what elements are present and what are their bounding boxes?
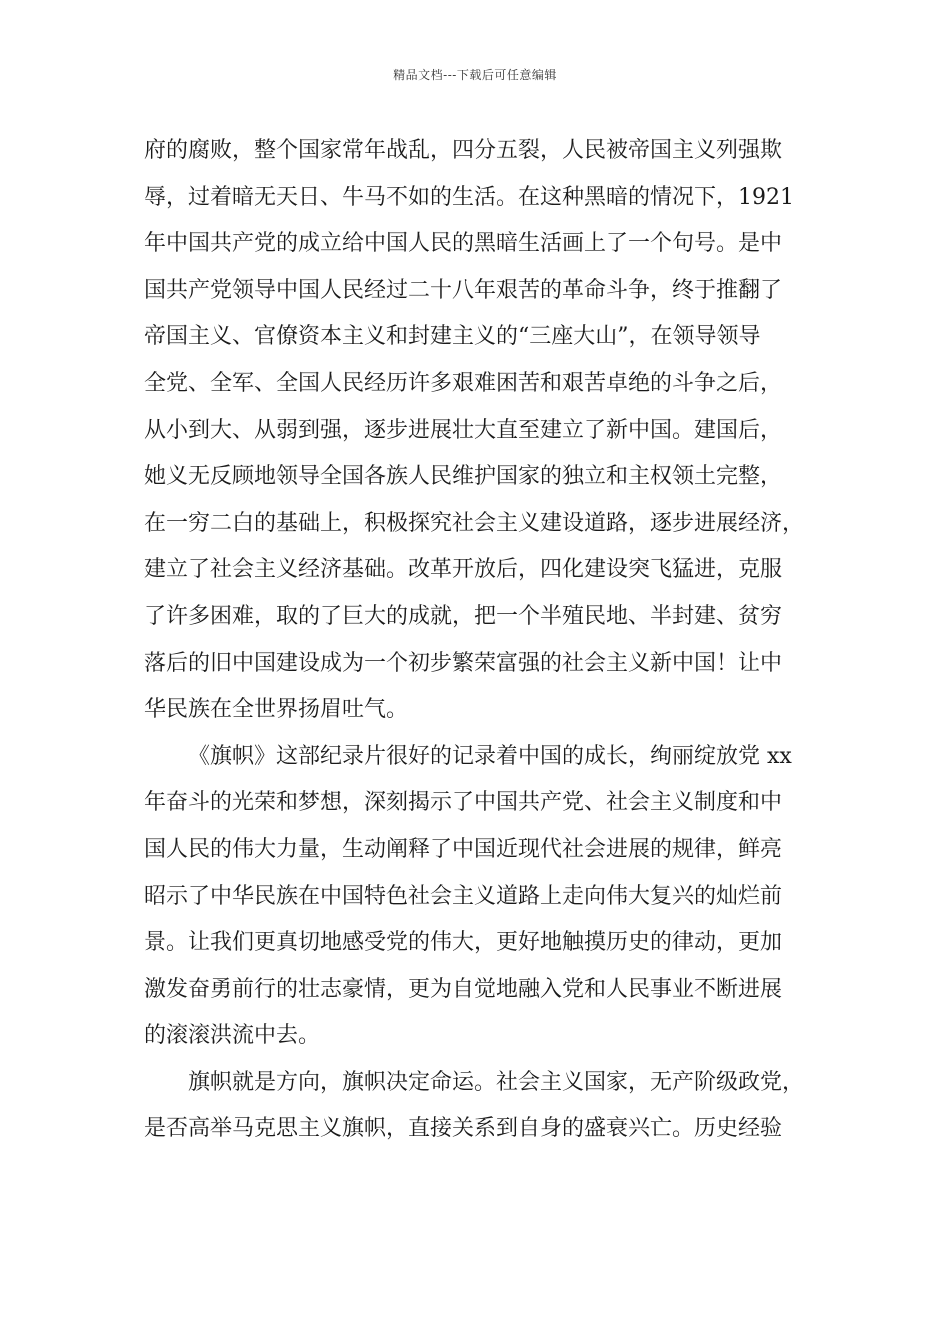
page-header: 精品文档---下载后可任意编辑 — [393, 68, 557, 82]
text-line: 全党、全军、全国人民经历许多艰难困苦和艰苦卓绝的斗争之后， — [144, 370, 783, 396]
text-line: 落后的旧中国建设成为一个初步繁荣富强的社会主义新中国！让中 — [144, 650, 783, 676]
text-line: 激发奋勇前行的壮志豪情，更为自觉地融入党和人民事业不断进展 — [144, 976, 783, 1002]
text-line-first: 《旗帜》这部纪录片很好的记录着中国的成长，绚丽绽放党 xx — [188, 743, 792, 769]
paragraph-3 — [144, 1060, 828, 1153]
text-line: 年中国共产党的成立给中国人民的黑暗生活画上了一个句号。是中 — [144, 231, 783, 257]
text-line: 她义无反顾地领导全国各族人民维护国家的独立和主权领土完整， — [144, 464, 783, 490]
text-line: 府的腐败，整个国家常年战乱，四分五裂，人民被帝国主义列强欺 — [144, 138, 783, 163]
document-body — [144, 128, 828, 1153]
text-line: 华民族在全世界扬眉吐气。 — [144, 697, 409, 723]
text-line: 在一穷二白的基础上，积极探究社会主义建设道路，逐步进展经济， — [144, 510, 805, 536]
text-line: 景。让我们更真切地感受党的伟大，更好地触摸历史的律动，更加 — [144, 930, 783, 956]
text-line: 辱，过着暗无天日、牛马不如的生活。在这种黑暗的情况下，1921 — [144, 184, 794, 210]
text-line: 帝国主义、官僚资本主义和封建主义的“三座大山”，在领导领导 — [144, 324, 761, 350]
text-line: 是否高举马克思主义旗帜，直接关系到自身的盛衰兴亡。历史经验 — [144, 1116, 783, 1142]
text-line: 国共产党领导中国人民经过二十八年艰苦的革命斗争，终于推翻了 — [144, 277, 783, 303]
text-line: 建立了社会主义经济基础。改革开放后，四化建设突飞猛进，克服 — [144, 557, 783, 583]
text-line: 昭示了中华民族在中国特色社会主义道路上走向伟大复兴的灿烂前 — [144, 883, 783, 909]
paragraph-1 — [144, 128, 828, 734]
text-line: 了许多困难，取的了巨大的成就，把一个半殖民地、半封建、贫穷 — [144, 603, 783, 629]
text-line: 从小到大、从弱到强，逐步进展壮大直至建立了新中国。建国后， — [144, 417, 783, 443]
text-line-first: 旗帜就是方向，旗帜决定命运。社会主义国家，无产阶级政党， — [188, 1069, 805, 1095]
paragraph-2 — [144, 734, 828, 1060]
text-line: 国人民的伟大力量，生动阐释了中国近现代社会进展的规律，鲜亮 — [144, 836, 783, 862]
text-line: 的滚滚洪流中去。 — [144, 1023, 321, 1049]
text-line: 年奋斗的光荣和梦想，深刻揭示了中国共产党、社会主义制度和中 — [144, 790, 783, 816]
